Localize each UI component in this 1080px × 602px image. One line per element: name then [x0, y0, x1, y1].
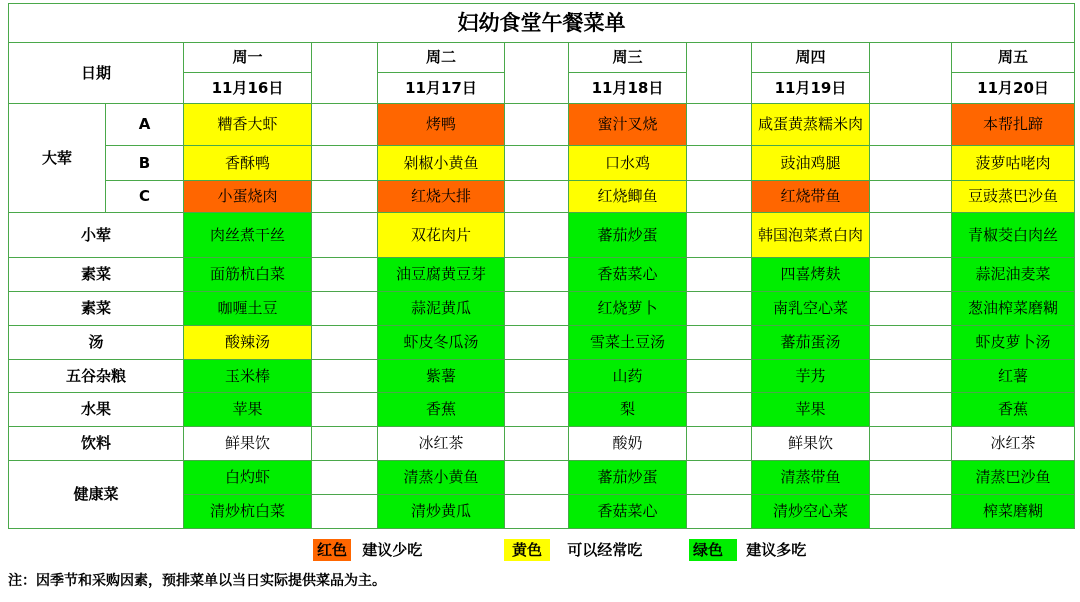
menu-cell: 油豆腐黄豆芽	[378, 258, 505, 292]
menu-cell: 苹果	[752, 393, 870, 427]
spacer	[312, 181, 378, 213]
menu-cell: 白灼虾	[184, 461, 312, 495]
sub-label: A	[106, 104, 184, 146]
menu-cell: 香酥鸭	[184, 146, 312, 181]
spacer	[505, 326, 569, 360]
menu-cell: 香菇菜心	[569, 258, 687, 292]
row-label: 水果	[9, 393, 184, 427]
spacer	[687, 292, 752, 326]
row-label: 小荤	[9, 213, 184, 258]
spacer	[505, 213, 569, 258]
menu-cell: 榨菜磨糊	[952, 495, 1075, 529]
spacer	[312, 495, 378, 529]
row-label: 大荤	[9, 104, 106, 213]
menu-table	[8, 3, 1075, 529]
spacer	[505, 181, 569, 213]
date-tue: 11月17日	[378, 73, 505, 104]
spacer	[870, 181, 952, 213]
date-fri: 11月20日	[952, 73, 1075, 104]
menu-cell: 红烧鲫鱼	[569, 181, 687, 213]
menu-cell: 双花肉片	[378, 213, 505, 258]
legend-swatch-red: 红色	[313, 539, 351, 561]
menu-cell: 清炒空心菜	[752, 495, 870, 529]
spacer	[687, 393, 752, 427]
row-label: 健康菜	[9, 461, 184, 529]
spacer	[687, 495, 752, 529]
menu-cell: 四喜烤麸	[752, 258, 870, 292]
menu-cell: 鲜果饮	[752, 427, 870, 461]
spacer	[312, 393, 378, 427]
menu-cell: 面筋杭白菜	[184, 258, 312, 292]
menu-cell: 虾皮冬瓜汤	[378, 326, 505, 360]
legend-red	[313, 539, 422, 561]
spacer	[687, 181, 752, 213]
menu-cell: 苹果	[184, 393, 312, 427]
weekday-mon: 周一	[184, 43, 312, 73]
spacer	[687, 360, 752, 393]
menu-cell: 红薯	[952, 360, 1075, 393]
row-label: 素菜	[9, 258, 184, 292]
menu-cell: 冰红茶	[378, 427, 505, 461]
spacer	[870, 104, 952, 146]
spacer	[687, 146, 752, 181]
spacer	[687, 427, 752, 461]
table-row	[9, 104, 1075, 146]
spacer	[312, 43, 378, 104]
menu-cell: 豉油鸡腿	[752, 146, 870, 181]
menu-cell: 虾皮萝卜汤	[952, 326, 1075, 360]
spacer	[312, 461, 378, 495]
menu-cell: 清炒黄瓜	[378, 495, 505, 529]
spacer	[312, 104, 378, 146]
spacer	[505, 258, 569, 292]
sub-label: B	[106, 146, 184, 181]
spacer	[312, 213, 378, 258]
menu-cell: 红烧带鱼	[752, 181, 870, 213]
menu-cell: 清炒杭白菜	[184, 495, 312, 529]
menu-cell: 红烧大排	[378, 181, 505, 213]
legend-swatch-yellow: 黄色	[504, 539, 550, 561]
menu-cell: 葱油榨菜磨糊	[952, 292, 1075, 326]
row-label: 汤	[9, 326, 184, 360]
spacer	[312, 360, 378, 393]
spacer	[312, 427, 378, 461]
menu-cell: 冰红茶	[952, 427, 1075, 461]
menu-cell: 蕃茄蛋汤	[752, 326, 870, 360]
menu-cell: 肉丝煮干丝	[184, 213, 312, 258]
table-row	[9, 427, 1075, 461]
weekday-fri: 周五	[952, 43, 1075, 73]
spacer	[687, 43, 752, 104]
menu-cell: 玉米棒	[184, 360, 312, 393]
menu-cell: 蕃茄炒蛋	[569, 213, 687, 258]
legend-text: 可以经常吃	[567, 541, 643, 559]
sub-label: C	[106, 181, 184, 213]
menu-cell: 清蒸巴沙鱼	[952, 461, 1075, 495]
spacer	[312, 326, 378, 360]
menu-cell: 紫薯	[378, 360, 505, 393]
menu-cell: 青椒茭白肉丝	[952, 213, 1075, 258]
menu-cell: 口水鸡	[569, 146, 687, 181]
spacer	[687, 326, 752, 360]
table-row	[9, 461, 1075, 495]
menu-cell: 山药	[569, 360, 687, 393]
menu-cell: 剁椒小黄鱼	[378, 146, 505, 181]
spacer	[505, 360, 569, 393]
spacer	[505, 461, 569, 495]
spacer	[687, 104, 752, 146]
spacer	[505, 43, 569, 104]
menu-cell: 清蒸小黄鱼	[378, 461, 505, 495]
menu-cell: 咖喱土豆	[184, 292, 312, 326]
spacer	[870, 213, 952, 258]
spacer	[505, 146, 569, 181]
table-row	[9, 393, 1075, 427]
menu-cell: 香蕉	[952, 393, 1075, 427]
table-row	[9, 213, 1075, 258]
menu-cell: 梨	[569, 393, 687, 427]
spacer	[505, 427, 569, 461]
spacer	[870, 326, 952, 360]
row-label: 素菜	[9, 292, 184, 326]
menu-cell: 芋艿	[752, 360, 870, 393]
menu-cell: 清蒸带鱼	[752, 461, 870, 495]
weekday-tue: 周二	[378, 43, 505, 73]
legend-green	[689, 539, 806, 561]
menu-cell: 蕃茄炒蛋	[569, 461, 687, 495]
menu-cell: 豆豉蒸巴沙鱼	[952, 181, 1075, 213]
weekday-wed: 周三	[569, 43, 687, 73]
spacer	[870, 146, 952, 181]
spacer	[505, 393, 569, 427]
date-wed: 11月18日	[569, 73, 687, 104]
row-label: 饮料	[9, 427, 184, 461]
date-thu: 11月19日	[752, 73, 870, 104]
page-title: 妇幼食堂午餐菜单	[9, 4, 1075, 43]
menu-cell: 香菇菜心	[569, 495, 687, 529]
menu-cell: 酸辣汤	[184, 326, 312, 360]
menu-cell: 烤鸭	[378, 104, 505, 146]
table-row	[9, 181, 1075, 213]
spacer	[870, 461, 952, 495]
spacer	[687, 461, 752, 495]
table-row	[9, 326, 1075, 360]
menu-cell: 香蕉	[378, 393, 505, 427]
spacer	[870, 495, 952, 529]
spacer	[312, 292, 378, 326]
spacer	[505, 495, 569, 529]
table-row	[9, 258, 1075, 292]
menu-cell: 南乳空心菜	[752, 292, 870, 326]
spacer	[870, 43, 952, 104]
spacer	[870, 393, 952, 427]
menu-cell: 蜜汁叉烧	[569, 104, 687, 146]
legend-text: 建议少吃	[362, 541, 423, 559]
spacer	[505, 292, 569, 326]
menu-cell: 雪菜土豆汤	[569, 326, 687, 360]
spacer	[312, 258, 378, 292]
row-label: 五谷杂粮	[9, 360, 184, 393]
table-row	[9, 292, 1075, 326]
menu-cell: 咸蛋黄蒸糯米肉	[752, 104, 870, 146]
table-row	[9, 360, 1075, 393]
spacer	[870, 360, 952, 393]
legend-yellow	[504, 539, 642, 561]
date-label: 日期	[9, 43, 184, 104]
menu-cell: 蒜泥油麦菜	[952, 258, 1075, 292]
footnote: 注：因季节和采购因素，预排菜单以当日实际提供菜品为主。	[8, 573, 386, 589]
legend-text: 建议多吃	[746, 541, 807, 559]
spacer	[312, 146, 378, 181]
legend-swatch-green: 绿色	[689, 539, 737, 561]
menu-cell: 酸奶	[569, 427, 687, 461]
menu-cell: 小蛋烧肉	[184, 181, 312, 213]
table-row	[9, 146, 1075, 181]
date-mon: 11月16日	[184, 73, 312, 104]
spacer	[870, 427, 952, 461]
menu-cell: 本帮扎蹄	[952, 104, 1075, 146]
menu-cell: 红烧萝卜	[569, 292, 687, 326]
spacer	[687, 258, 752, 292]
menu-cell: 韩国泡菜煮白肉	[752, 213, 870, 258]
spacer	[505, 104, 569, 146]
weekday-thu: 周四	[752, 43, 870, 73]
menu-cell: 蒜泥黄瓜	[378, 292, 505, 326]
menu-cell: 糟香大虾	[184, 104, 312, 146]
spacer	[870, 258, 952, 292]
menu-cell: 鲜果饮	[184, 427, 312, 461]
menu-cell: 菠萝咕咾肉	[952, 146, 1075, 181]
spacer	[687, 213, 752, 258]
spacer	[870, 292, 952, 326]
